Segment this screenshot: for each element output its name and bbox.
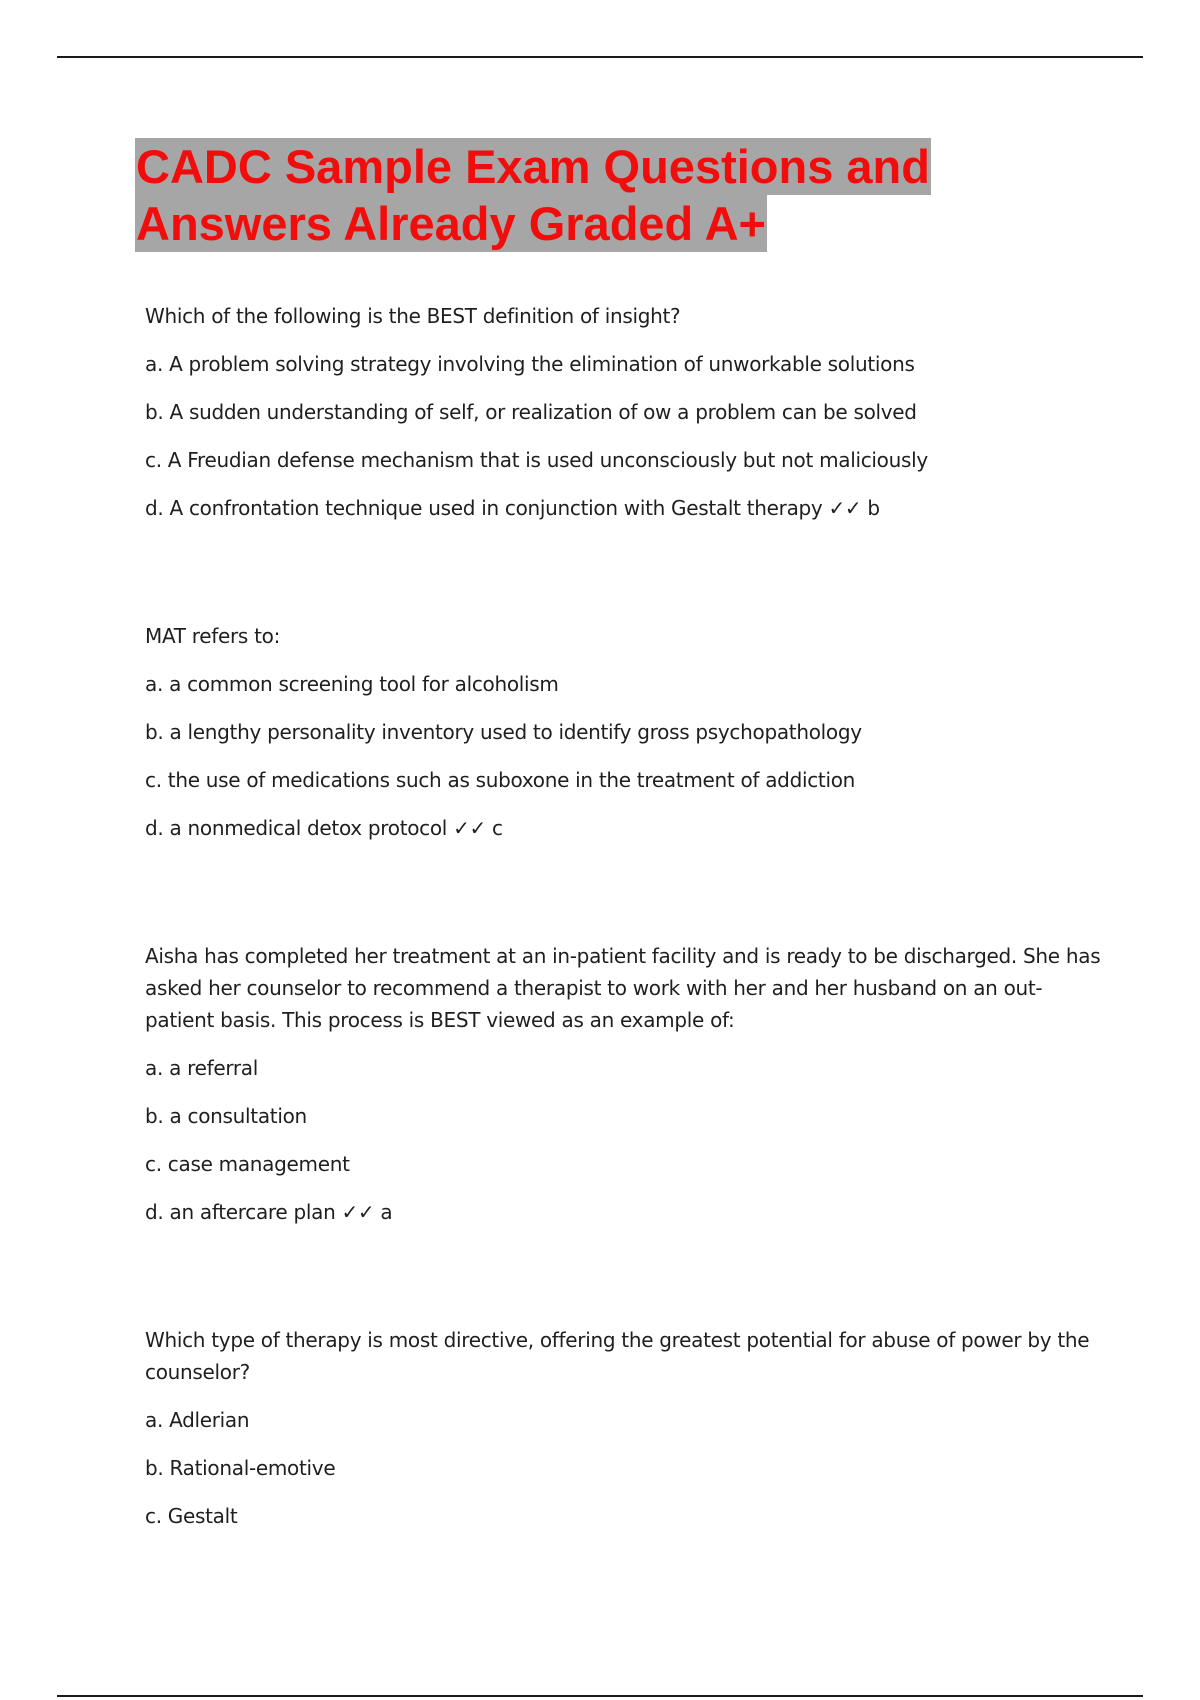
option-text: c. Gestalt [145,1504,238,1528]
question-4 [145,1324,1105,1532]
question-3 [145,940,1105,1228]
answer-key: b [867,496,880,520]
answer-key: a [380,1200,393,1224]
double-check-icon: ✓✓ [453,816,486,840]
option-text: a. Adlerian [145,1408,250,1432]
option-b [145,396,1105,428]
option-b [145,716,1105,748]
option-text: a. a common screening tool for alcoholism [145,672,559,696]
question-stem: Aisha has completed her treatment at an in-patient facility and is ready to be discharged. She has asked her counselor to recommend a therapist to work with her and her husband on an out-patient basis. This process is BEST viewed as an example of: [145,944,1101,1032]
option-text: b. A sudden understanding of self, or realization of ow a problem can be solved [145,400,917,424]
option-text: d. an aftercare plan [145,1200,336,1224]
title-line-2: Answers Already Graded A+ [136,197,766,250]
option-a [145,1052,1105,1084]
option-text: a. a referral [145,1056,259,1080]
bottom-rule [57,1695,1143,1697]
top-rule [57,56,1143,58]
option-a [145,1404,1105,1436]
double-check-icon: ✓✓ [828,496,862,520]
option-text: c. the use of medications such as suboxone in the treatment of addiction [145,768,856,792]
option-c [145,1148,1105,1180]
answer-key: c [491,816,503,840]
question-2 [145,620,1105,844]
option-text: b. Rational-emotive [145,1456,336,1480]
option-d [145,492,1105,524]
questions-list [145,300,1105,1628]
option-a [145,668,1105,700]
question-stem: MAT refers to: [145,624,281,648]
option-text: a. A problem solving strategy involving the elimination of unworkable solutions [145,352,915,376]
option-c [145,764,1105,796]
option-text: d. a nonmedical detox protocol [145,816,448,840]
option-d [145,1196,1105,1228]
option-c [145,1500,1105,1532]
document-title [135,138,931,252]
title-line-1: CADC Sample Exam Questions and [136,140,930,193]
option-text: c. A Freudian defense mechanism that is used unconsciously but not maliciously [145,448,928,472]
question-1 [145,300,1105,524]
question-stem: Which type of therapy is most directive, offering the greatest potential for abuse of power by the counselor? [145,1328,1090,1384]
double-check-icon: ✓✓ [341,1200,375,1224]
option-c [145,444,1105,476]
option-text: b. a lengthy personality inventory used to identify gross psychopathology [145,720,862,744]
option-text: d. A confrontation technique used in conjunction with Gestalt therapy [145,496,823,520]
option-text: b. a consultation [145,1104,307,1128]
option-b [145,1100,1105,1132]
option-d [145,812,1105,844]
question-stem: Which of the following is the BEST definition of insight? [145,304,681,328]
option-b [145,1452,1105,1484]
option-text: c. case management [145,1152,350,1176]
option-a [145,348,1105,380]
